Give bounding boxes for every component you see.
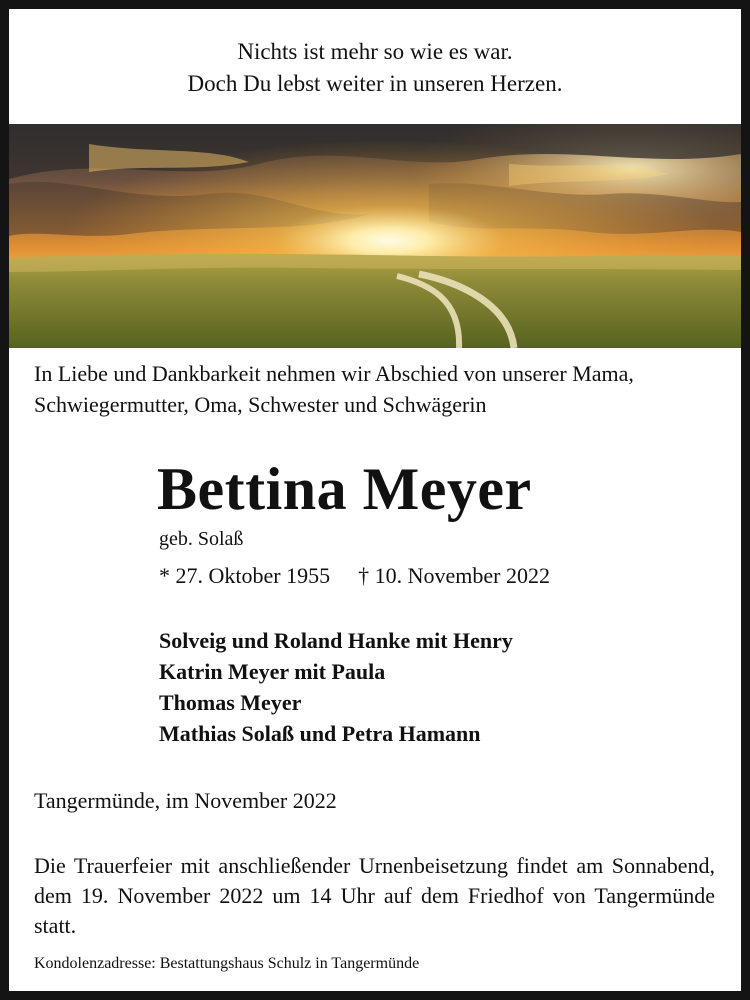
motto-verse [9, 36, 741, 100]
birth-name: geb. Solaß [159, 528, 244, 550]
place-date: Tangermünde, im November 2022 [34, 788, 337, 813]
death-date: † 10. November 2022 [358, 563, 550, 588]
motto-line-1: Nichts ist mehr so wie es war. [237, 39, 513, 64]
deceased-name: Bettina Meyer [157, 456, 532, 522]
mourners-list [159, 625, 513, 749]
sunset-field-photo [9, 124, 741, 348]
life-dates [159, 562, 550, 590]
mourner-item: Mathias Solaß und Petra Hamann [159, 721, 481, 746]
birth-date: * 27. Oktober 1955 [159, 563, 331, 588]
mourner-item: Thomas Meyer [159, 690, 302, 715]
motto-line-2: Doch Du lebst weiter in unseren Herzen. [187, 71, 563, 96]
mourner-item: Solveig und Roland Hanke mit Henry [159, 628, 513, 653]
intro-text: In Liebe und Dankbarkeit nehmen wir Abschied von unserer Mama, Schwiegermutter, Oma, Schwester und Schwägerin [34, 361, 634, 417]
condolence-address: Kondolenzadresse: Bestattungshaus Schulz in Tangermünde [34, 955, 420, 972]
funeral-service-text: Die Trauerfeier mit anschließender Urnenbeisetzung findet am Sonnabend, dem 19. November 2022 um 14 Uhr auf dem Friedhof von Tangermünde statt. [34, 853, 715, 938]
mourner-item: Katrin Meyer mit Paula [159, 659, 386, 684]
